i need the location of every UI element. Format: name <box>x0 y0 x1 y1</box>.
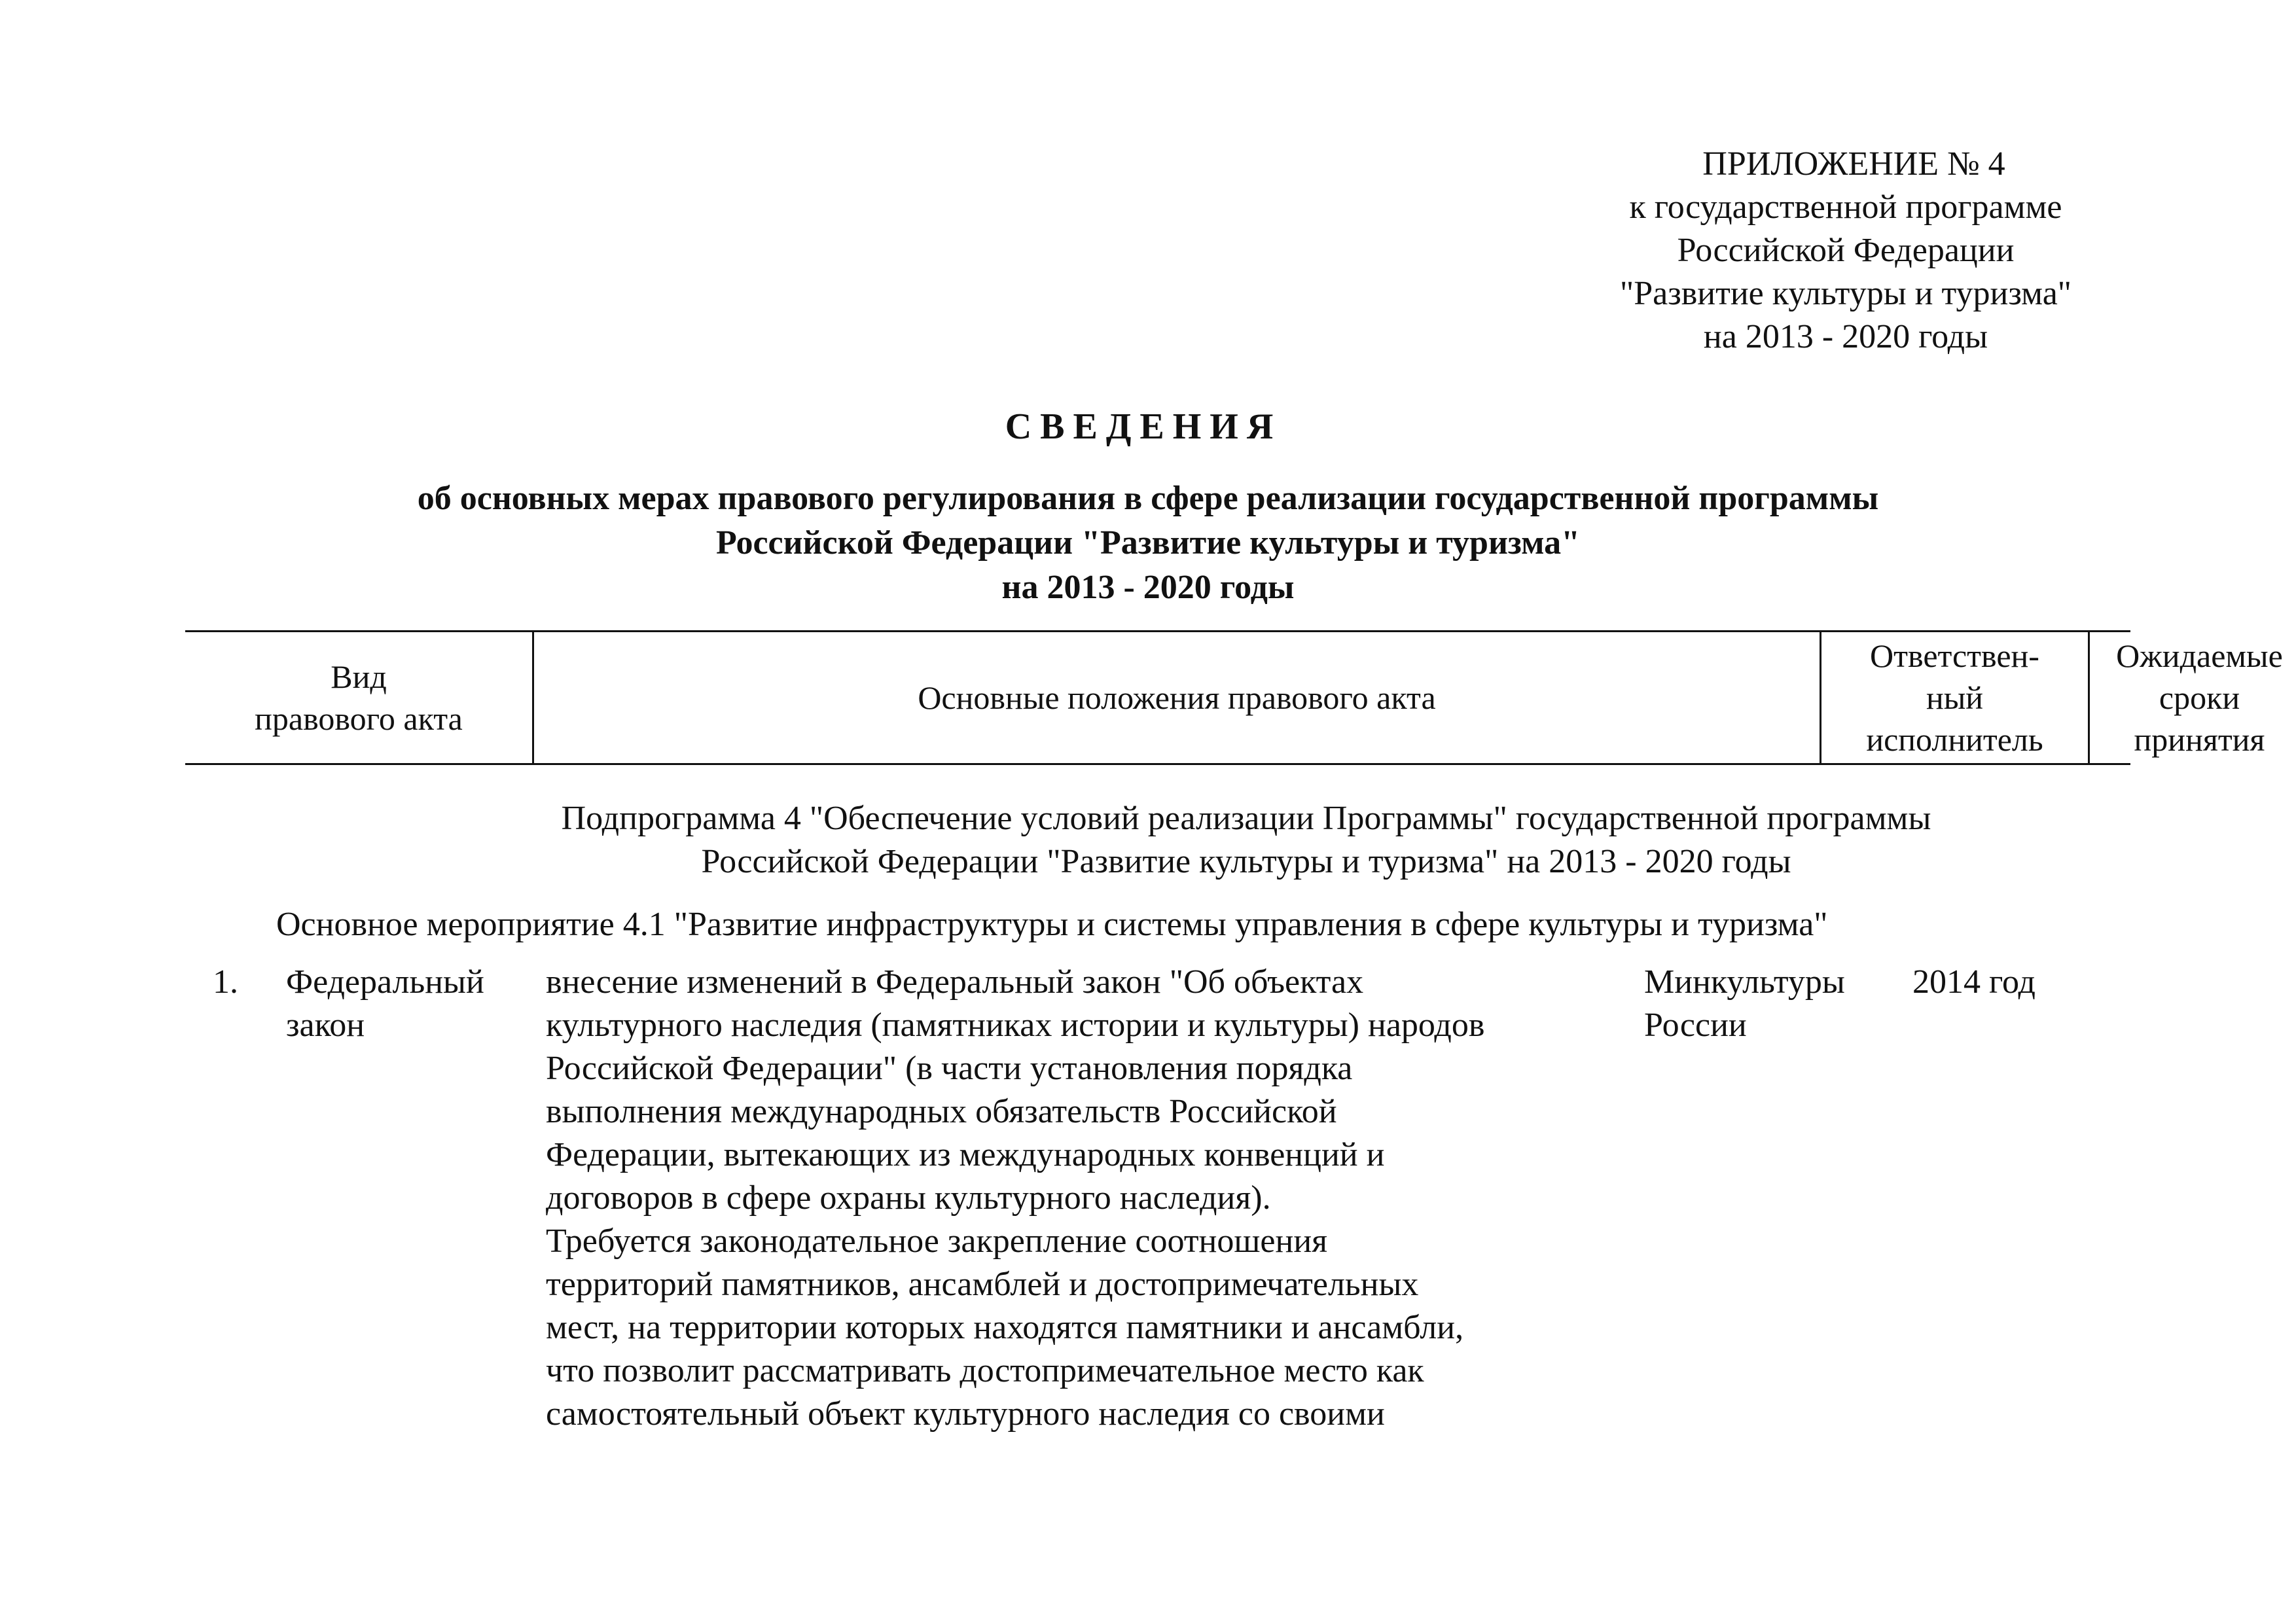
provision-line: самостоятельный объект культурного наследия со своими <box>546 1395 1385 1433</box>
header-cell-term <box>2088 632 2296 763</box>
provision-line: Требуется законодательное закрепление соотношения <box>546 1222 1328 1260</box>
appendix-line: к государственной программе <box>1629 188 2062 226</box>
subtitle-line: на 2013 - 2020 годы <box>1001 569 1295 606</box>
header-text: Ожидаемые <box>2116 637 2283 674</box>
provision-line: договоров в сфере охраны культурного наследия). <box>546 1179 1271 1217</box>
act-type-text: Федеральный <box>286 963 484 1001</box>
appendix-line: "Развитие культуры и туризма" <box>1619 275 2072 312</box>
appendix-line: на 2013 - 2020 годы <box>1703 318 1988 355</box>
provision-line: Федерации, вытекающих из международных конвенций и <box>546 1136 1385 1173</box>
header-text: принятия <box>2134 721 2265 758</box>
provision-line: выполнения международных обязательств Российской <box>546 1093 1337 1130</box>
document-heading <box>0 401 2296 610</box>
header-cell-provisions <box>532 632 1820 763</box>
table-header <box>185 630 2283 765</box>
act-type-text: закон <box>286 1007 365 1044</box>
subprogram-line: Российской Федерации "Развитие культуры и туризма" на 2013 - 2020 годы <box>701 843 1791 880</box>
header-text: Ответствен- <box>1870 637 2039 674</box>
executor-text: Минкультуры <box>1644 963 1845 1001</box>
row-term: 2014 год <box>1912 963 2036 1001</box>
provision-line: территорий памятников, ансамблей и достопримечательных <box>546 1266 1419 1303</box>
row-provisions <box>546 961 1606 1436</box>
subtitle-line: Российской Федерации "Развитие культуры и туризма" <box>715 524 1581 562</box>
provision-line: Российской Федерации" (в части установления порядка <box>546 1050 1353 1087</box>
appendix-title: ПРИЛОЖЕНИЕ № 4 <box>1702 145 2005 183</box>
subprogram-line: Подпрограмма 4 "Обеспечение условий реализации Программы" государственной программы <box>561 800 1931 837</box>
executor-text: России <box>1644 1007 1747 1044</box>
document-title: СВЕДЕНИЯ <box>1005 406 1282 447</box>
header-cell-executor <box>1820 632 2088 763</box>
row-executor <box>1644 961 1899 1047</box>
document-subtitle <box>0 476 2296 610</box>
provision-line: мест, на территории которых находятся памятники и ансамбли, <box>546 1309 1464 1346</box>
provision-line: внесение изменений в Федеральный закон "Об объектах <box>546 963 1364 1001</box>
main-activity: Основное мероприятие 4.1 "Развитие инфраструктуры и системы управления в сфере культуры и туризма" <box>276 906 1828 943</box>
appendix-line: Российской Федерации <box>1677 232 2015 269</box>
subtitle-line: об основных мерах правового регулирования в сфере реализации государственной программы <box>417 480 1879 517</box>
subprogram-heading <box>0 797 2296 883</box>
header-text: ный <box>1926 679 1984 716</box>
header-text: Основные положения правового акта <box>918 679 1436 716</box>
header-text: Вид <box>331 658 387 695</box>
appendix-block <box>1525 143 2166 359</box>
provision-line: что позволит рассматривать достопримечательное место как <box>546 1352 1424 1389</box>
header-cell-act-type <box>185 632 532 763</box>
provision-line: культурного наследия (памятниках истории и культуры) народов <box>546 1007 1485 1044</box>
header-text: сроки <box>2159 679 2240 716</box>
header-text: правового акта <box>255 700 463 737</box>
row-number: 1. <box>213 963 238 1001</box>
header-text: исполнитель <box>1866 721 2043 758</box>
row-act-type <box>286 961 535 1047</box>
